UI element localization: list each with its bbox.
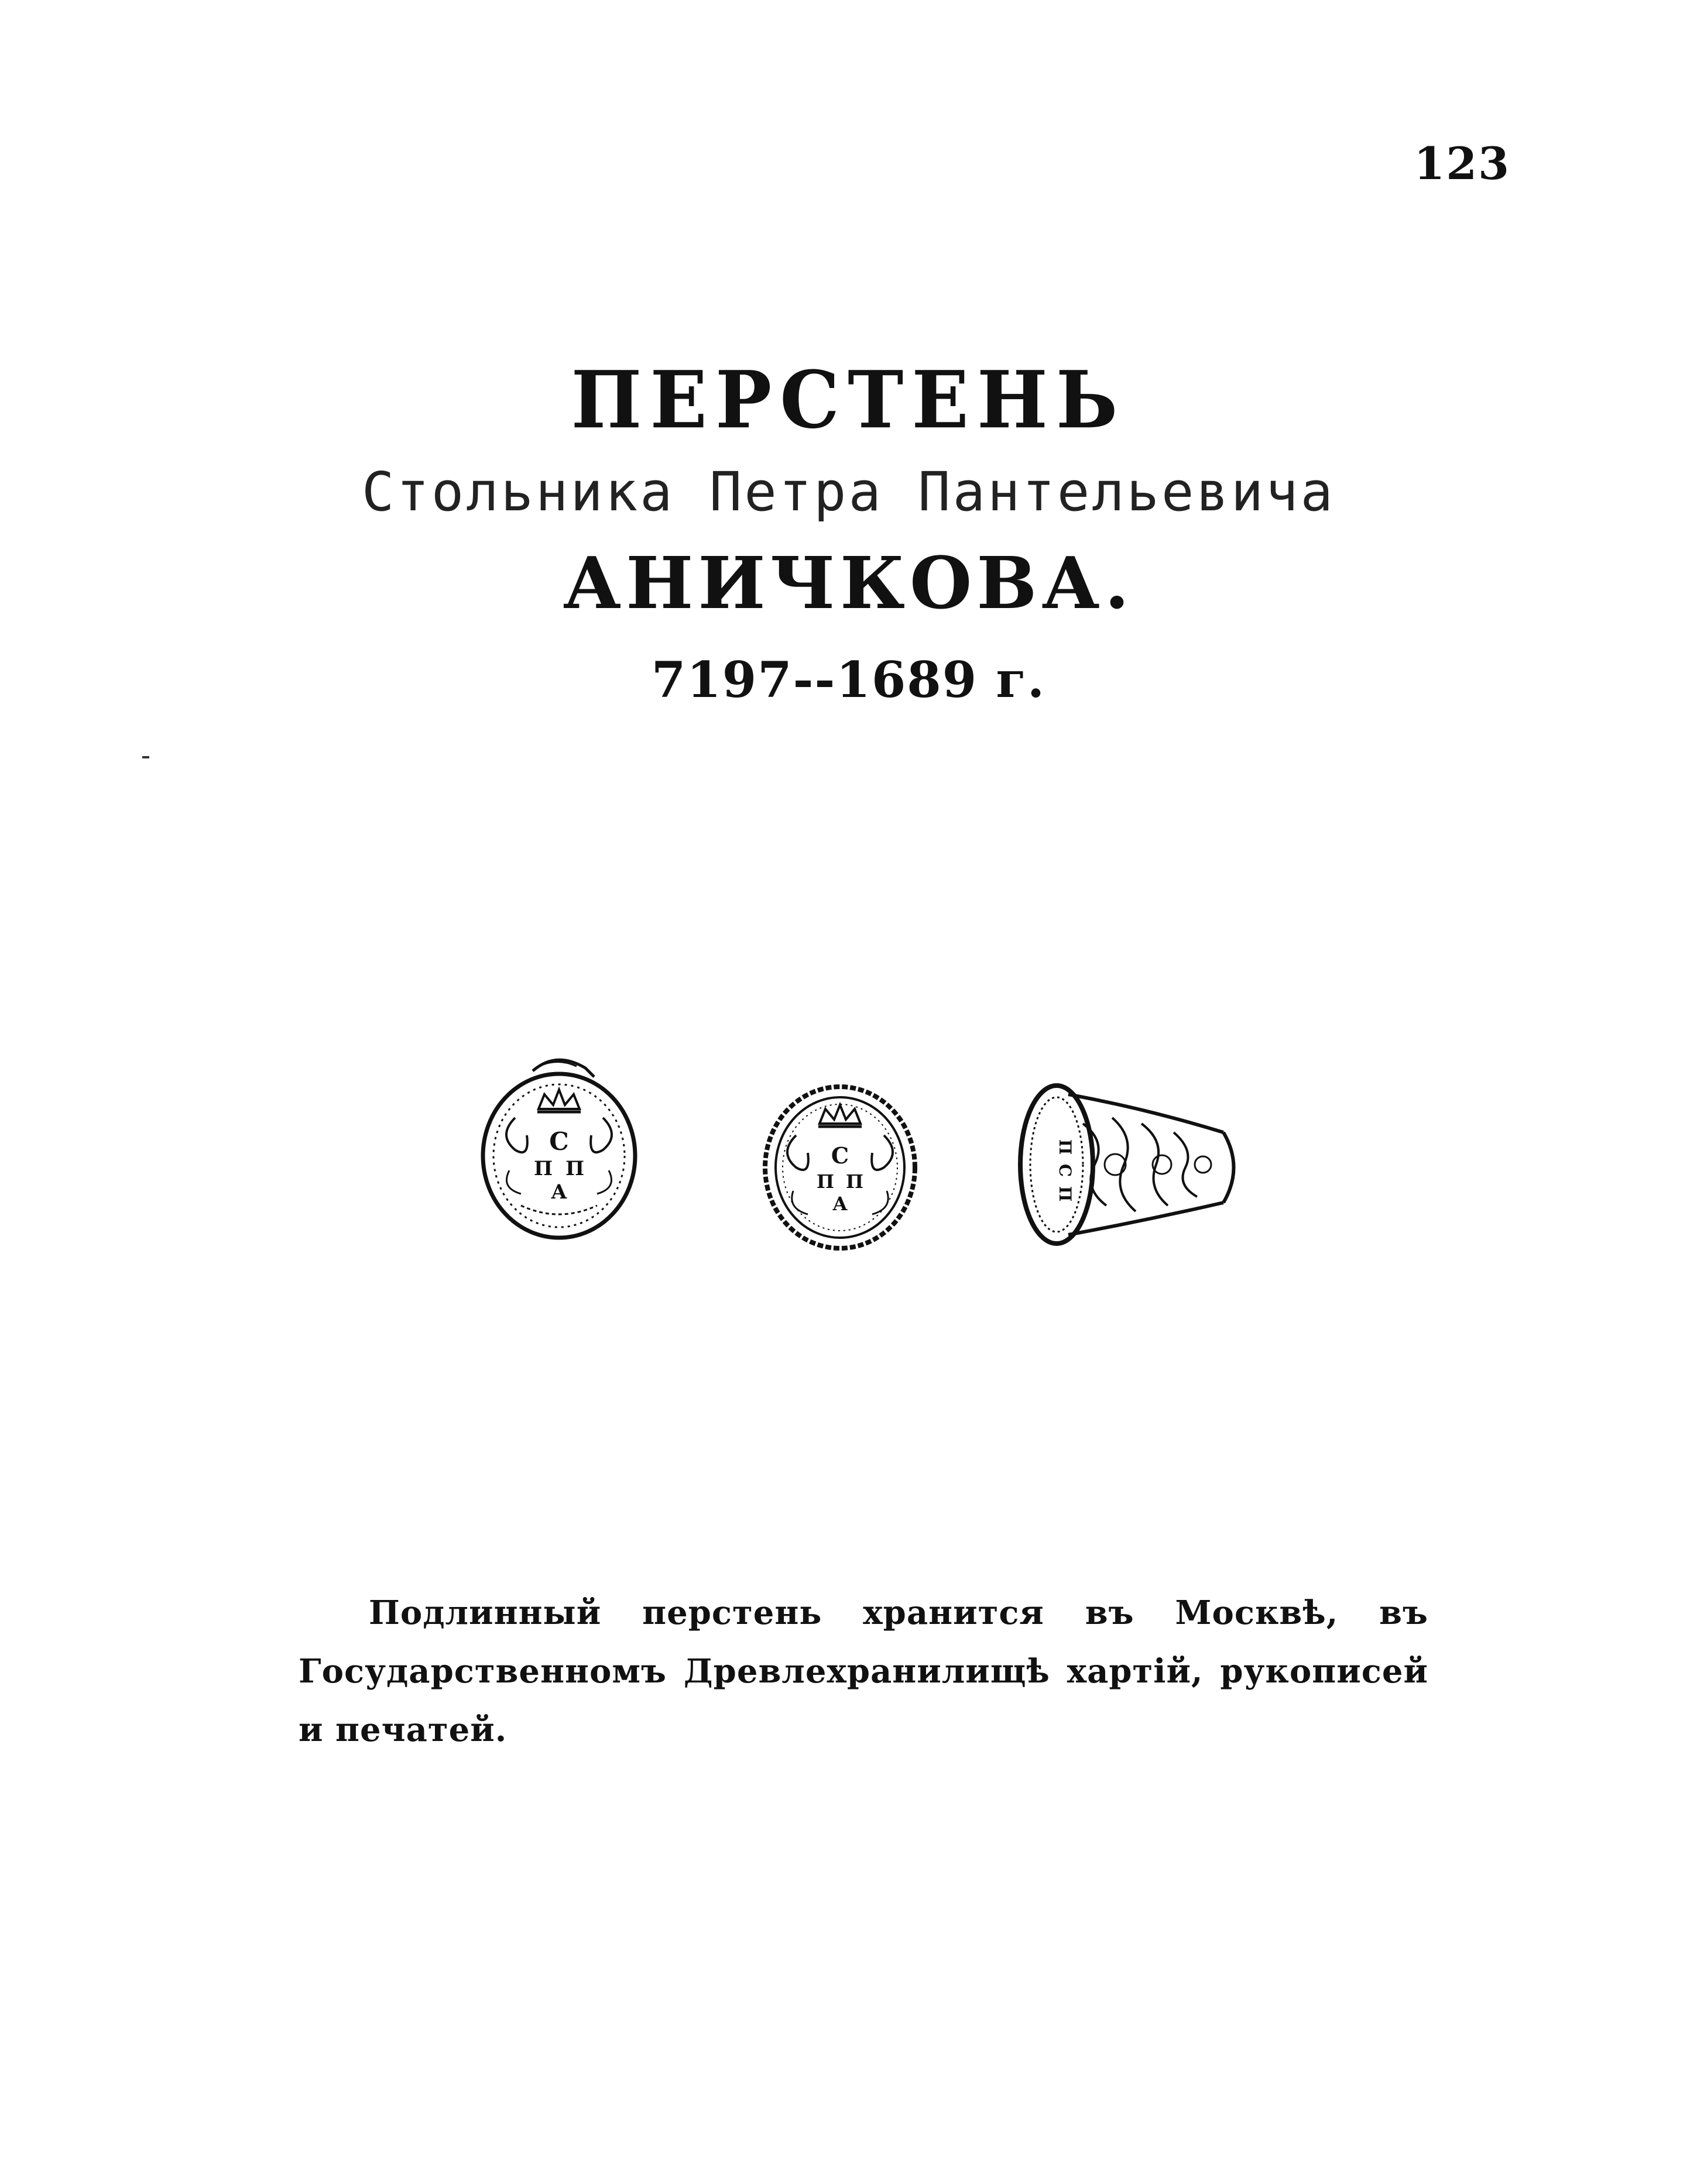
title-subtitle: Стольника Петра Пантельевича [362,461,1335,523]
ring-bezel-front-illustration [474,1048,644,1241]
page-number: 123 [1414,138,1510,190]
seal-monogram-letter: П [1055,1186,1075,1202]
ring-side-view-illustration [1013,1077,1247,1252]
seal-monogram-letter: А [832,1193,848,1215]
caption-text: Подлинный перстень хранится въ Москвѣ, въ Государственномъ Древлехранилищѣ хартій, рукописей и печатей. [299,1594,1428,1749]
seal-monogram-letter: П [845,1170,864,1193]
seal-monogram-letter: П [1055,1139,1075,1155]
seal-monogram-letter: П [816,1170,835,1193]
seal-monogram-letter: С [831,1142,849,1169]
title-name: АНИЧКОВА. [563,541,1134,625]
seal-monogram-letter: А [551,1180,567,1204]
title-year: 7197--1689 г. [651,651,1046,709]
title-main: ПЕРСТЕНЬ [571,354,1126,447]
seal-monogram-letter: С [549,1127,569,1156]
seal-monogram-letter: П [565,1157,585,1180]
seal-monogram-letter: С [1055,1163,1075,1177]
seal-monogram-letter: П [533,1157,553,1180]
seal-impression-illustration [761,1083,919,1252]
print-mark [142,756,149,758]
